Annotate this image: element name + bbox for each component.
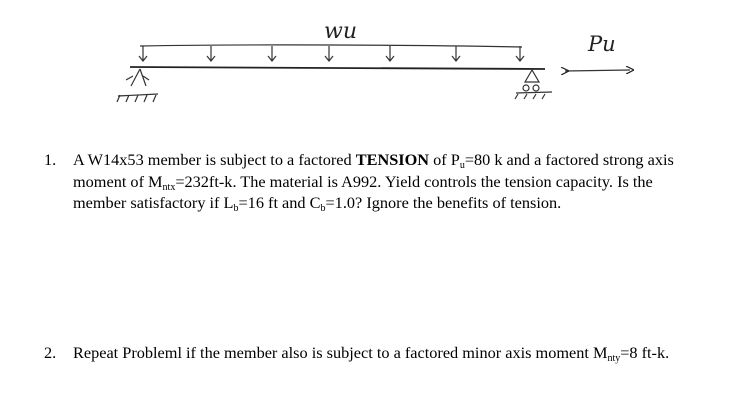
- distributed-load-arrows: [139, 46, 524, 61]
- distributed-load-label: wu: [324, 19, 357, 44]
- problem-2-number: 2.: [44, 343, 57, 362]
- pin-support: [117, 69, 158, 102]
- tension-emphasis: TENSION: [355, 150, 430, 169]
- axial-load-arrow: [565, 70, 630, 71]
- beam-line: [130, 67, 545, 69]
- beam-sketch: [0, 0, 748, 140]
- problem-1-number: 1.: [44, 150, 57, 169]
- axial-load-label: Pu: [588, 32, 616, 56]
- roller-support: [515, 70, 552, 99]
- load-top-line: [140, 45, 522, 47]
- problem-1-text: A W14x53 member is subject to a factored TENSION of $P_u=80$ k and a factored strong axis moment of $M_{ntx}=232ft-k$. The material is A992. Yield controls the tension capacity. Is the member satisfactory if $L_b=16$ ft and $C_b=1.0$? Ignore the benefits of tension.: [73, 150, 674, 214]
- problem-2-text: Repeat Probleml if the member also is subject to a factored minor axis moment $M_{nty}=8$ ft-k.: [73, 343, 670, 364]
- problem-2: [44, 342, 704, 364]
- problem-1: [44, 149, 704, 214]
